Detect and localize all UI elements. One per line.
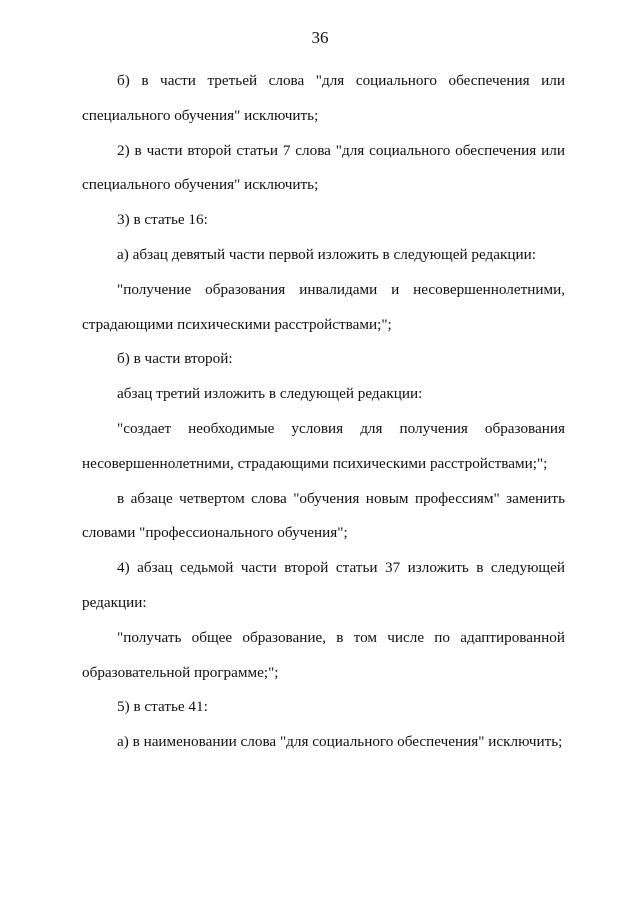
paragraph-line: а) в наименовании слова "для социального обеспечения" исключить; [117, 733, 563, 751]
document-body [82, 64, 565, 760]
paragraph-line: 3) в статье 16: [117, 211, 208, 229]
paragraph-line: а) абзац девятый части первой изложить в следующей редакции: [117, 245, 536, 263]
paragraph-line: несовершеннолетними, страдающими психическими расстройствами;"; [82, 454, 548, 472]
paragraph-line: б) в части третьей слова "для социального обеспечения или [117, 72, 565, 89]
paragraph-line: абзац третий изложить в следующей редакции: [117, 385, 423, 403]
paragraph-line: 2) в части второй статьи 7 слова "для социального обеспечения или [117, 141, 565, 159]
paragraph-line: 5) в статье 41: [117, 698, 208, 716]
paragraph-line: б) в части второй: [117, 350, 233, 368]
paragraph-line: специального обучения" исключить; [82, 106, 319, 124]
paragraph-line: редакции: [82, 593, 147, 611]
paragraph-line: образовательной программе;"; [82, 663, 279, 681]
paragraph-line: специального обучения" исключить; [82, 176, 319, 194]
paragraph-line: "создает необходимые условия для получения образования [117, 419, 565, 437]
paragraph-line: 4) абзац седьмой части второй статьи 37 изложить в следующей [117, 559, 565, 577]
paragraph-line: "получать общее образование, в том числе по адаптированной [117, 628, 565, 646]
paragraph-line: "получение образования инвалидами и несовершеннолетними, [117, 280, 565, 298]
paragraph-line: страдающими психическими расстройствами;"; [82, 315, 392, 333]
paragraph-line: словами "профессионального обучения"; [82, 524, 348, 542]
paragraph-line: в абзаце четвертом слова "обучения новым профессиям" заменить [117, 489, 565, 507]
page-number: 36 [311, 28, 329, 47]
